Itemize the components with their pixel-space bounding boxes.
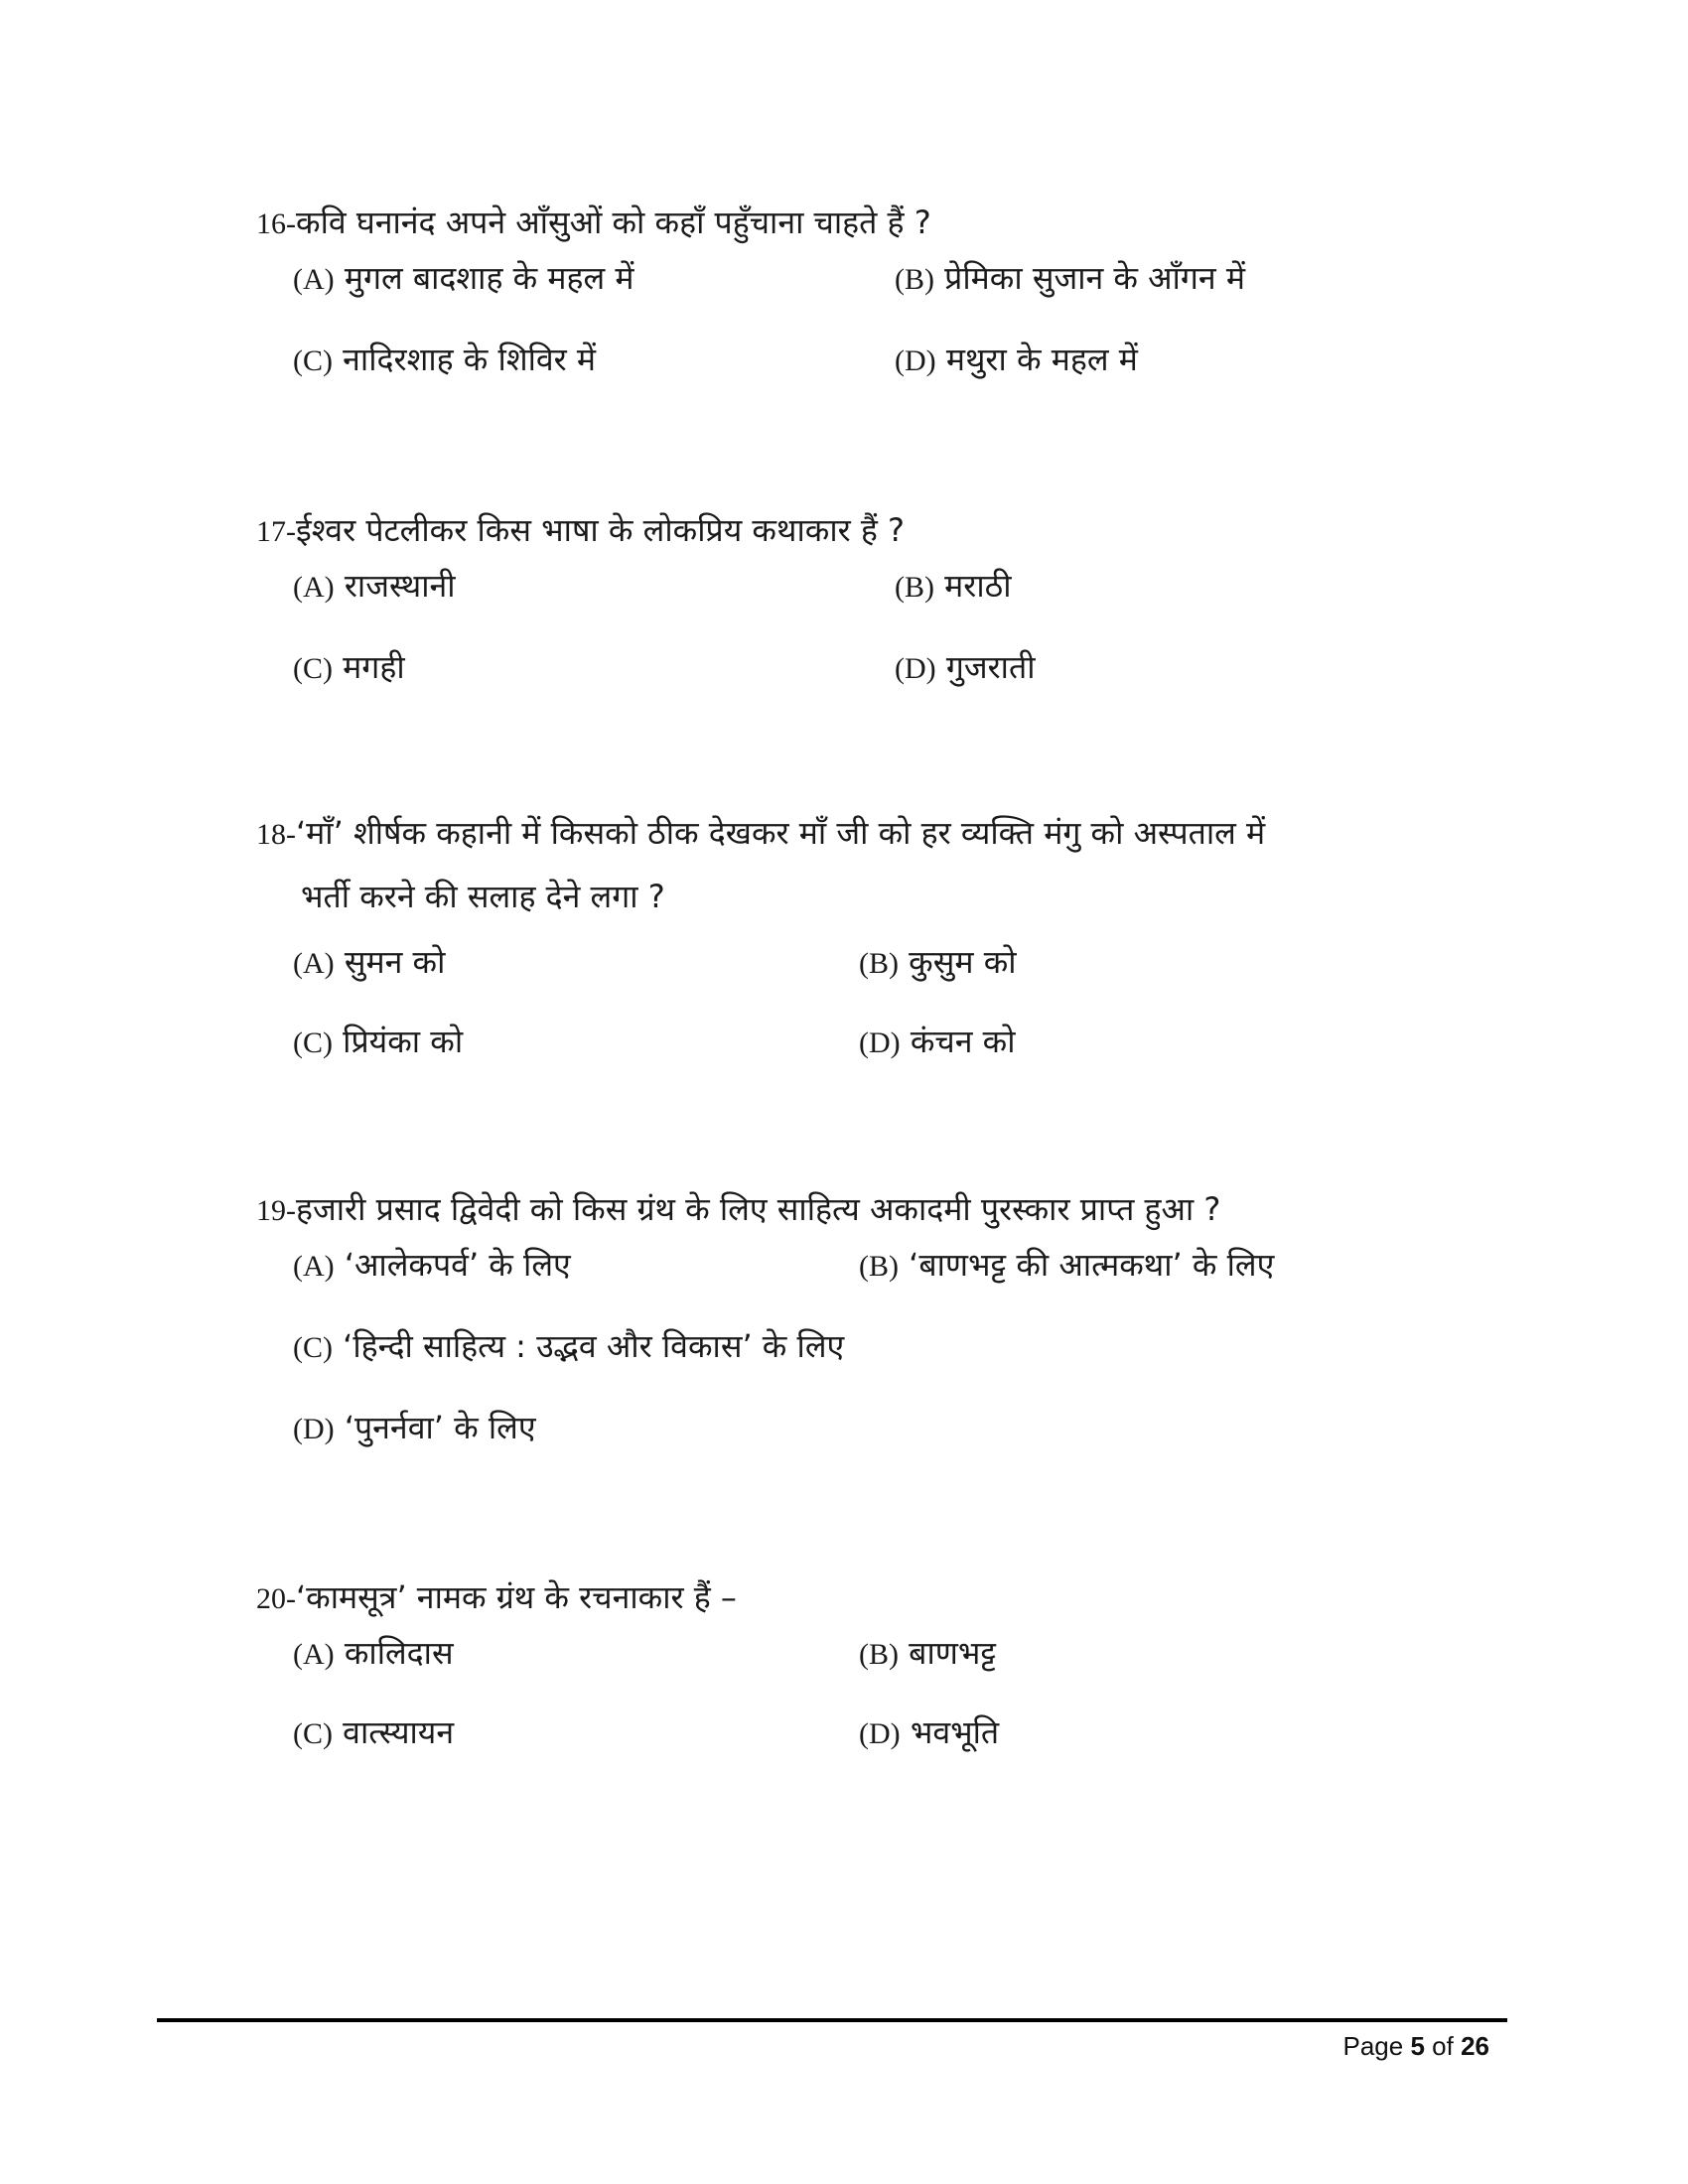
question-text	[256, 1564, 1497, 1633]
option-c: (C) वात्स्यायन	[293, 1713, 455, 1751]
question-text	[256, 189, 1497, 258]
option-b: (B) ‘बाणभट्ट की आत्मकथा’ के लिए	[859, 1246, 1275, 1284]
option-d: (D) ‘पुनर्नवा’ के लिए	[293, 1409, 536, 1446]
question-stem: कवि घनानंद अपने आँसुओं को कहाँ पहुँचाना चाहते हैं ?	[296, 204, 931, 241]
question-18	[256, 799, 1497, 1060]
question-19	[256, 1175, 1497, 1446]
option-d: (D) मथुरा के महल में	[895, 341, 1138, 378]
question-20	[256, 1564, 1497, 1751]
question-text	[256, 799, 1497, 869]
current-page: 5	[1410, 2031, 1425, 2061]
question-stem: ईश्वर पेटलीकर किस भाषा के लोकप्रिय कथाकार हैं ?	[296, 511, 906, 549]
question-text	[256, 1175, 1497, 1245]
question-17	[256, 496, 1497, 686]
question-number: 17-	[256, 515, 296, 548]
question-number: 20-	[256, 1582, 296, 1615]
footer-divider	[157, 2018, 1507, 2022]
option-d: (D) कंचन को	[859, 1023, 1016, 1060]
option-a: (A) ‘आलेकपर्व’ के लिए	[293, 1246, 571, 1284]
question-number: 18-	[256, 818, 296, 851]
question-text	[256, 496, 1497, 566]
question-stem-line-2: भर्ती करने की सलाह देने लगा ?	[301, 878, 665, 915]
question-stem-line-1: ‘माँ’ शीर्षक कहानी में किसको ठीक देखकर माँ जी को हर व्यक्ति मंगु को अस्पताल में	[296, 814, 1266, 852]
total-pages: 26	[1461, 2031, 1489, 2061]
question-stem: हजारी प्रसाद द्विवेदी को किस ग्रंथ के लिए साहित्य अकादमी पुरस्कार प्राप्त हुआ ?	[296, 1190, 1221, 1228]
option-a: (A) मुगल बादशाह के महल में	[293, 259, 634, 297]
option-b: (B) बाणभट्ट	[859, 1634, 997, 1672]
option-c: (C) नादिरशाह के शिविर में	[293, 341, 597, 378]
option-b: (B) मराठी	[895, 567, 1012, 605]
option-a: (A) राजस्थानी	[293, 567, 456, 605]
option-d: (D) गुजराती	[895, 648, 1036, 686]
option-c: (C) मगही	[293, 648, 405, 686]
question-number: 16-	[256, 207, 296, 240]
page-number: Page 5 of 26	[1342, 2031, 1489, 2061]
option-b: (B) कुसुम को	[859, 943, 1017, 981]
question-stem: ‘कामसूत्र’ नामक ग्रंथ के रचनाकार हैं –	[296, 1578, 737, 1616]
option-d: (D) भवभूति	[859, 1713, 1000, 1751]
option-b: (B) प्रेमिका सुजान के आँगन में	[895, 259, 1245, 297]
option-c: (C) ‘हिन्दी साहित्य : उद्भव और विकास’ के लिए	[293, 1327, 845, 1365]
question-16	[256, 189, 1497, 378]
option-c: (C) प्रियंका को	[293, 1023, 464, 1060]
question-number: 19-	[256, 1194, 296, 1227]
option-a: (A) सुमन को	[293, 943, 446, 981]
option-a: (A) कालिदास	[293, 1634, 454, 1672]
question-text-continued	[256, 863, 1497, 930]
